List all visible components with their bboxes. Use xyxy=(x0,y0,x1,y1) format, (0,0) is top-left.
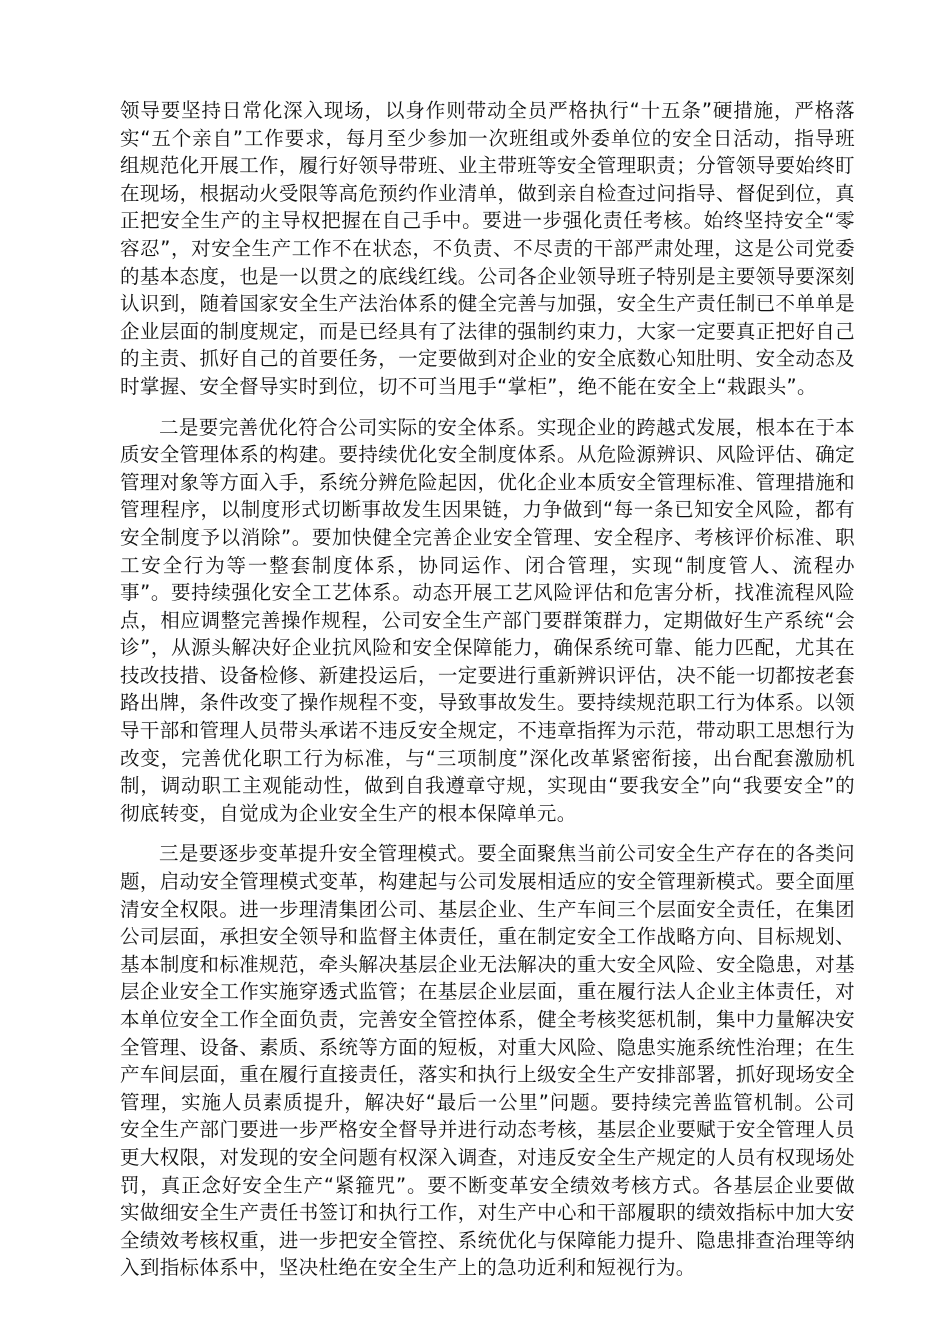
paragraph-leadership-responsibility: 领导要坚持日常化深入现场，以身作则带动全员严格执行“十五条”硬措施，严格落实“五个亲自”工作要求，每月至少参加一次班组或外委单位的安全日活动，指导班组规范化开展工作，履行好领导带班、业主带班等安全管理职责；分管领导要始终盯在现场，根据动火受限等高危预约作业清单，做到亲自检查过问指导、督促到位，真正把安全生产的主导权把握在自己手中。要进一步强化责任考核。始终坚持安全“零容忍”，对安全生产工作不在状态，不负责、不尽责的干部严肃处理，这是公司党委的基本态度，也是一以贯之的底线红线。公司各企业领导班子特别是主要领导要深刻认识到，随着国家安全生产法治体系的健全完善与加强，安全生产责任制已不单单是企业层面的制度规定，而是已经具有了法律的强制约束力，大家一定要真正把好自己的主责、抓好自己的首要任务，一定要做到对企业的安全底数心知肚明、安全动态及时掌握、安全督导实时到位，切不可当甩手“掌柜”，绝不能在安全上“栽跟头”。 xyxy=(120,99,855,398)
document-body xyxy=(120,97,855,1295)
paragraph-safety-system: 二是要完善优化符合公司实际的安全体系。实现企业的跨越式发展，根本在于本质安全管理体系的构建。要持续优化安全制度体系。从危险源辨识、风险评估、确定管理对象等方面入手，系统分辨危险起因，优化企业本质安全管理标准、管理措施和管理程序，以制度形式切断事故发生因果链，力争做到“每一条已知安全风险，都有安全制度予以消除”。要加快健全完善企业安全管理、安全程序、考核评价标准、职工安全行为等一整套制度体系，协同运作、闭合管理，实现“制度管人、流程办事”。要持续强化安全工艺体系。动态开展工艺风险评估和危害分析，找准流程风险点，相应调整完善操作规程，公司安全生产部门要群策群力，定期做好生产系统“会诊”，从源头解决好企业抗风险和安全保障能力，确保系统可靠、能力匹配，尤其在技改技措、设备检修、新建投运后，一定要进行重新辨识评估，决不能一切都按老套路出牌，条件改变了操作规程不变，导致事故发生。要持续规范职工行为体系。以领导干部和管理人员带头承诺不违反安全规定，不违章指挥为示范，带动职工思想行为改变，完善优化职工行为标准，与“三项制度”深化改革紧密衔接，出台配套激励机制，调动职工主观能动性，做到自我遵章守规，实现由“要我安全”向“我要安全”的彻底转变，自觉成为企业安全生产的根本保障单元。 xyxy=(120,415,855,825)
paragraph-safety-management-model: 三是要逐步变革提升安全管理模式。要全面聚焦当前公司安全生产存在的各类问题，启动安全管理模式变革，构建起与公司发展相适应的安全管理新模式。要全面厘清安全权限。进一步理清集团公司、基层企业、生产车间三个层面安全责任，在集团公司层面，承担安全领导和监督主体责任，重在制定安全工作战略方向、目标规划、基本制度和标准规范，牵头解决基层企业无法解决的重大安全风险、安全隐患，对基层企业安全工作实施穿透式监管；在基层企业层面，重在履行法人企业主体责任，对本单位安全工作全面负责，完善安全管控体系，健全考核奖惩机制，集中力量解决安全管理、设备、素质、系统等方面的短板，对重大风险、隐患实施系统性治理；在生产车间层面，重在履行直接责任，落实和执行上级安全生产安排部署，抓好现场安全管理，实施人员素质提升，解决好“最后一公里”问题。要持续完善监管机制。公司安全生产部门要进一步严格安全督导并进行动态考核，基层企业要赋于安全管理人员更大权限，对发现的安全问题有权深入调查，对违反安全生产规定的人员有权现场处罚，真正念好安全生产“紧箍咒”。要不断变革安全绩效考核方式。各基层企业要做实做细安全生产责任书签订和执行工作，对生产中心和干部履职的绩效指标中加大安全绩效考核权重，进一步把安全管控、系统优化与保障能力提升、隐患排查治理等纳入到指标体系中，坚决杜绝在安全生产上的急功近利和短视行为。 xyxy=(120,842,855,1280)
